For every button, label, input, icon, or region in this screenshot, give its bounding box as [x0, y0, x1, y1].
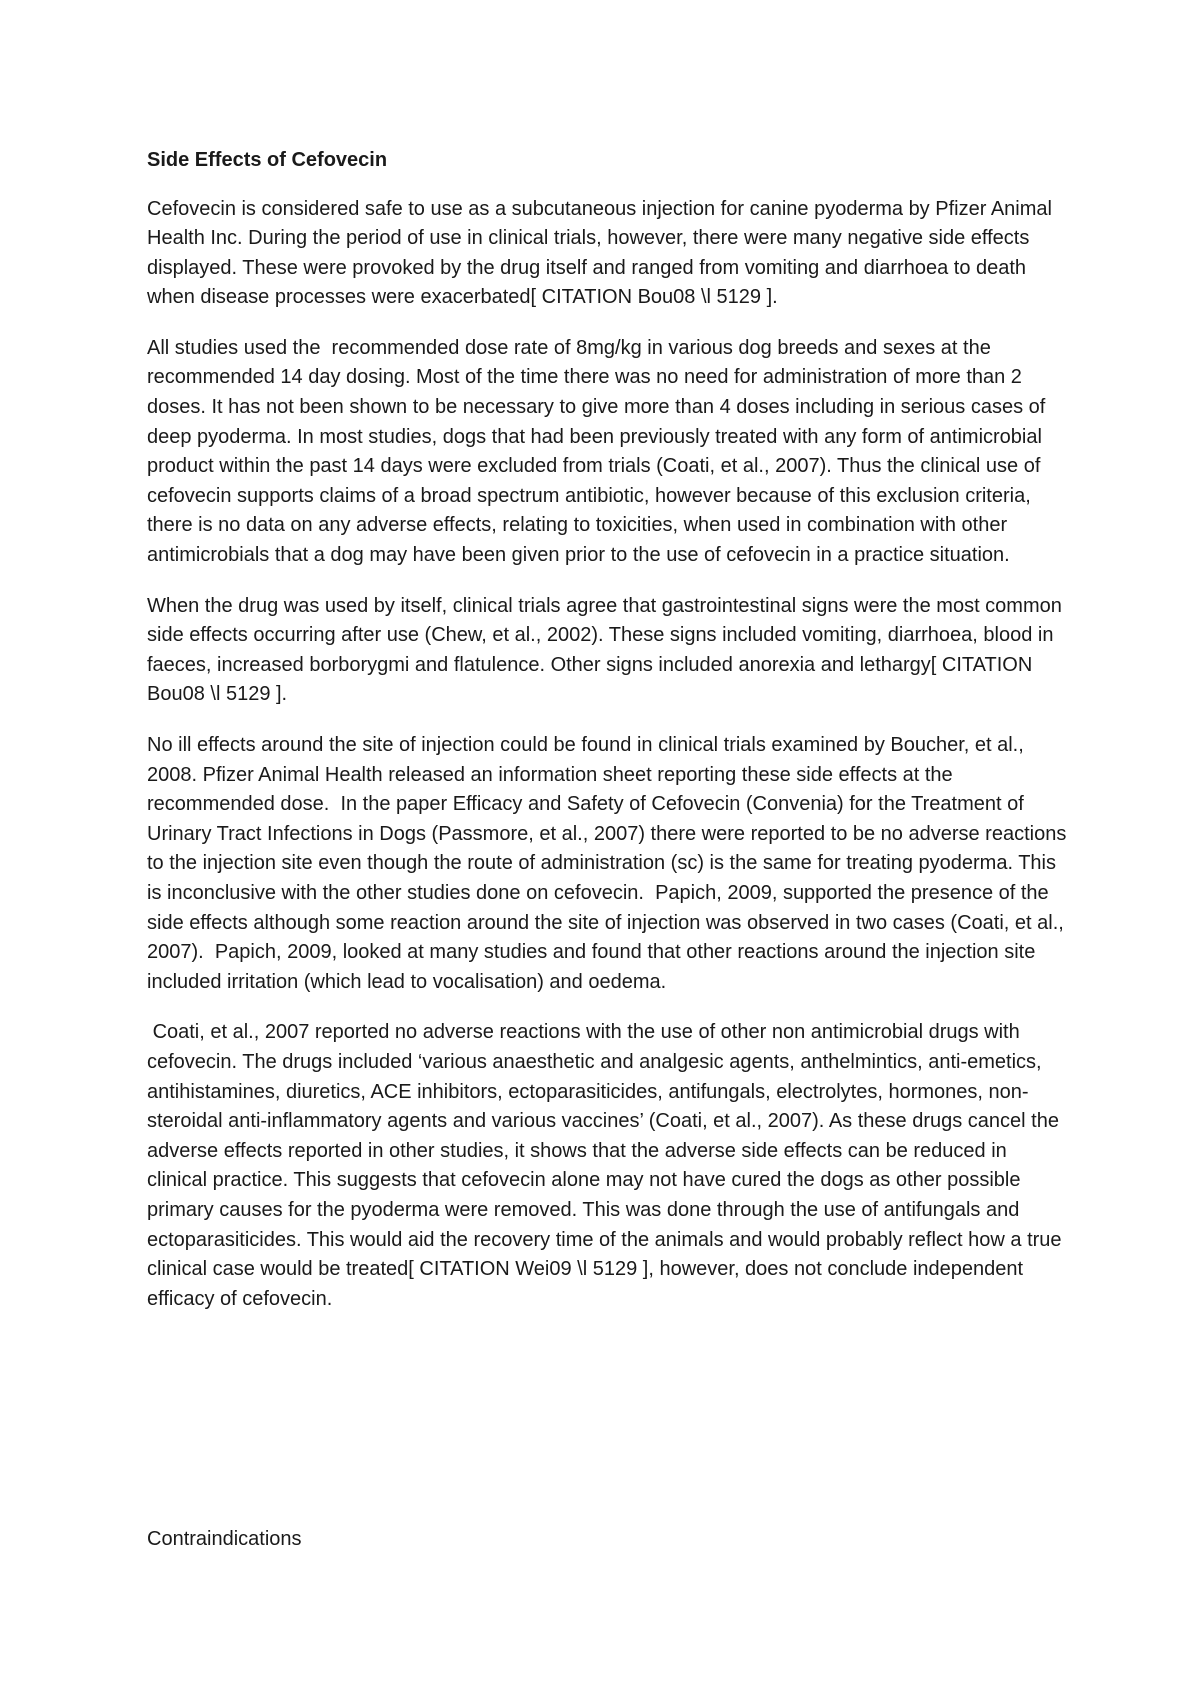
paragraph-other-drugs: Coati, et al., 2007 reported no adverse reactions with the use of other non antimicrobial drugs with cefovecin. The drugs included ‘various anaesthetic and analgesic agents, anthelmintics, anti-emetics, antihistamines, diuretics, ACE inhibitors, ectoparasiticides, antifungals, electrolytes, hormones, non-steroidal anti-inflammatory agents and various vaccines’ (Coati, et al., 2007). As these drugs cancel the adverse effects reported in other studies, it shows that the adverse side effects can be reduced in clinical practice. This suggests that cefovecin alone may not have cured the dogs as other possible primary causes for the pyoderma were removed. This was done through the use of antifungals and ectoparasiticides. This would aid the recovery time of the animals and would probably reflect how a true clinical case would be treated[ CITATION Wei09 \l 5129 ], however, does not conclude independent efficacy of cefovecin.	[147, 1021, 1068, 1310]
paragraph-intro: Cefovecin is considered safe to use as a subcutaneous injection for canine pyoderma by Pfizer Animal Health Inc. During the period of use in clinical trials, however, there were many negative side effects displayed. These were provoked by the drug itself and ranged from vomiting and diarrhoea to death when disease processes were exacerbated[ CITATION Bou08 \l 5129 ].	[147, 197, 1058, 309]
paragraph-dosing: All studies used the recommended dose rate of 8mg/kg in various dog breeds and sexes at the recommended 14 day dosing. Most of the time there was no need for administration of more than 2 doses. It has not been shown to be necessary to give more than 4 doses including in serious cases of deep pyoderma. In most studies, dogs that had been previously treated with any form of antimicrobial product within the past 14 days were excluded from trials (Coati, et al., 2007). Thus the clinical use of cefovecin supports claims of a broad spectrum antibiotic, however because of this exclusion criteria, there is no data on any adverse effects, relating to toxicities, when used in combination with other antimicrobials that a dog may have been given prior to the use of cefovecin in a practice situation.	[147, 336, 1051, 567]
document-body	[147, 146, 1072, 1335]
paragraph-injection-site: No ill effects around the site of injection could be found in clinical trials examined by Boucher, et al., 2008. Pfizer Animal Health released an information sheet reporting these side effects at the recommended dose. In the paper Efficacy and Safety of Cefovecin (Convenia) for the Treatment of Urinary Tract Infections in Dogs (Passmore, et al., 2007) there were reported to be no adverse reactions to the injection site even though the route of administration (sc) is the same for treating pyoderma. This is inconclusive with the other studies done on cefovecin. Papich, 2009, supported the presence of the side effects although some reaction around the site of injection was observed in two cases (Coati, et al., 2007). Papich, 2009, looked at many studies and found that other reactions around the injection site included irritation (which lead to vocalisation) and oedema.	[147, 734, 1072, 993]
paragraph-gastrointestinal: When the drug was used by itself, clinical trials agree that gastrointestinal signs were the most common side effects occurring after use (Chew, et al., 2002). These signs included vomiting, diarrhoea, blood in faeces, increased borborygmi and flatulence. Other signs included anorexia and lethargy[ CITATION Bou08 \l 5129 ].	[147, 594, 1068, 706]
contraindications-heading: Contraindications	[147, 1528, 302, 1550]
section-heading: Side Effects of Cefovecin	[147, 149, 388, 171]
